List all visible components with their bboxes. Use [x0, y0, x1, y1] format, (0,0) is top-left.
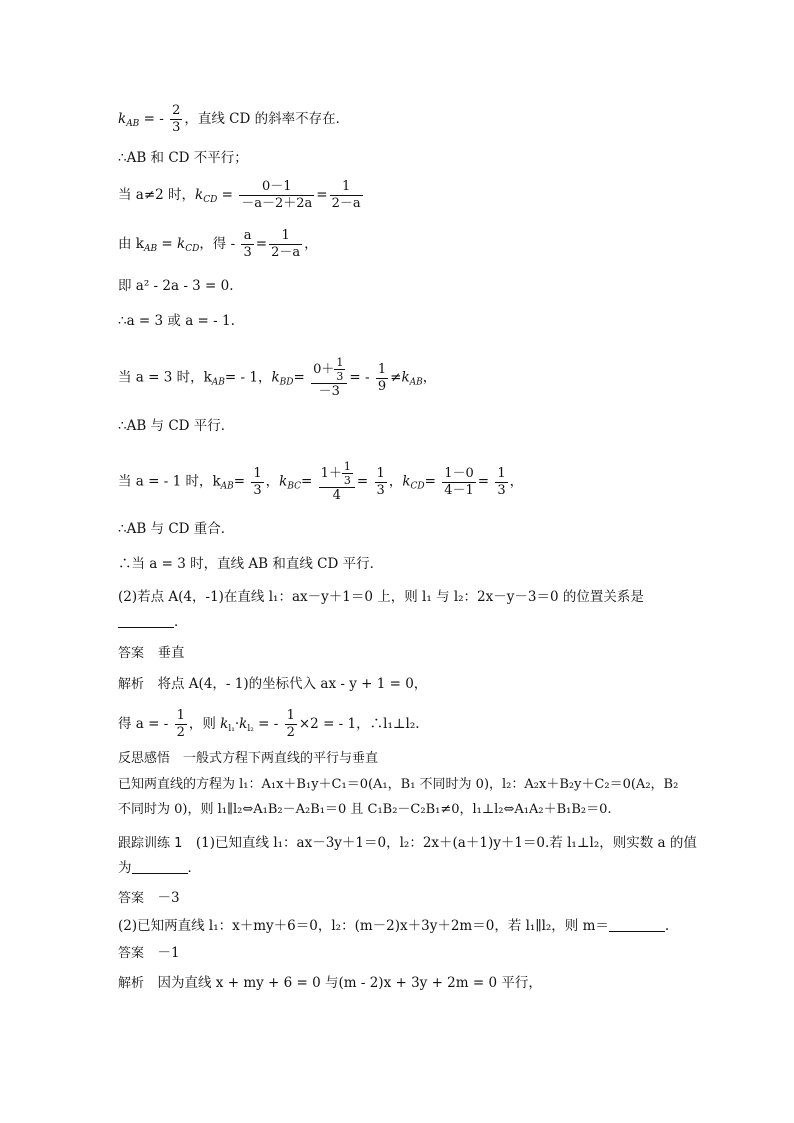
reflection-body-1: 已知两直线的方程为 l₁：A₁x＋B₁y＋C₁＝0(A₁，B₁ 不同时为 0)，l₂：A₂x＋B₂y＋C₂＝0(A₂，B₂ — [118, 777, 679, 792]
answer-3: 答案 －3 — [118, 890, 180, 906]
line-equal-slopes: 由 $k_{AB} = k_{CD}$，得 - $\frac{a}{3}$ = $\frac{1}{2-a}$ ， — [118, 228, 318, 260]
analysis-2: 解析 将点 A(4，- 1)的坐标代入 ax - y + 1 = 0， — [118, 676, 428, 692]
question-2-blank: ． — [118, 612, 188, 632]
line-not-parallel: ∴AB 和 CD 不平行； — [118, 150, 248, 166]
line-case-a-neg1: 当 a = - 1 时，$k_{AB}=$ $\frac{1}{3}$ ，$k_{BC}=$ 1＋ $\frac{1}{3}$ 4 = $\frac{1}{3}$ ，$k_{CD}=$ $\frac{1-0}{4-1}$ = $\frac{1}{3}$ ， — [118, 460, 524, 503]
line-parallel: ∴AB 与 CD 平行． — [118, 418, 235, 434]
analysis-2-result: 得 a = - $\frac{1}{2}$ ，则 $k_{l_1}\cdot k_{l_2}$ = - $\frac{1}{2}$ ×2 = - 1，∴l₁⊥l₂. — [118, 708, 420, 740]
line-kab: $k_{AB}$ = - $\frac{2}{3}$ ，直线 CD 的斜率不存在． — [118, 103, 350, 135]
analysis-4: 解析 因为直线 x + my + 6 = 0 与(m - 2)x + 3y + 2m = 0 平行， — [118, 975, 542, 991]
line-solutions: ∴a = 3 或 a = - 1. — [118, 313, 235, 329]
exercise-1: 跟踪训练 1 (1)已知直线 l₁：ax－3y＋1＝0，l₂：2x＋(a＋1)y＋1＝0.若 l₁⊥l₂，则实数 a 的值 — [118, 835, 697, 851]
answer-blank — [118, 613, 174, 628]
question-4: (2)已知两直线 l₁：x＋my＋6＝0，l₂：(m－2)x＋3y＋2m＝0，若 l₁∥l₂，则 m＝ . — [118, 918, 670, 934]
reflection-title: 反思感悟 一般式方程下两直线的平行与垂直 — [118, 751, 379, 766]
line-conclusion: ∴当 a = 3 时，直线 AB 和直线 CD 平行． — [118, 556, 384, 572]
line-quadratic: 即 a² - 2a - 3 = 0. — [118, 278, 234, 294]
answer-2: 答案 垂直 — [118, 645, 185, 661]
line-kcd: 当 a≠2 时，$k_{CD}$ = $\frac{0-1}{-a-2+2a}$ = $\frac{1}{2-a}$ — [118, 179, 361, 211]
fraction-two-thirds: $\frac{2}{3}$ — [172, 103, 181, 135]
line-coincide: ∴AB 与 CD 重合． — [118, 521, 235, 537]
exercise-1-blank: 为 ． — [118, 860, 201, 876]
question-2: (2)若点 A(4，-1)在直线 l₁：ax－y＋1＝0 上，则 l₁ 与 l₂：2x－y－3＝0 的位置关系是 — [118, 589, 644, 605]
answer-4: 答案 －1 — [118, 945, 180, 961]
line-case-a3: 当 a = 3 时，$k_{AB}= - 1$，$k_{BD}=$ 0＋ $\frac{1}{3}$ －3 = - $\frac{1}{9}$ $\ne k_{AB}$， — [118, 356, 437, 399]
reflection-body-2: 不同时为 0)，则 l₁∥l₂⇔A₁B₂－A₂B₁＝0 且 C₁B₂－C₂B₁≠0，l₁⊥l₂⇔A₁A₂＋B₁B₂＝0. — [118, 802, 612, 817]
